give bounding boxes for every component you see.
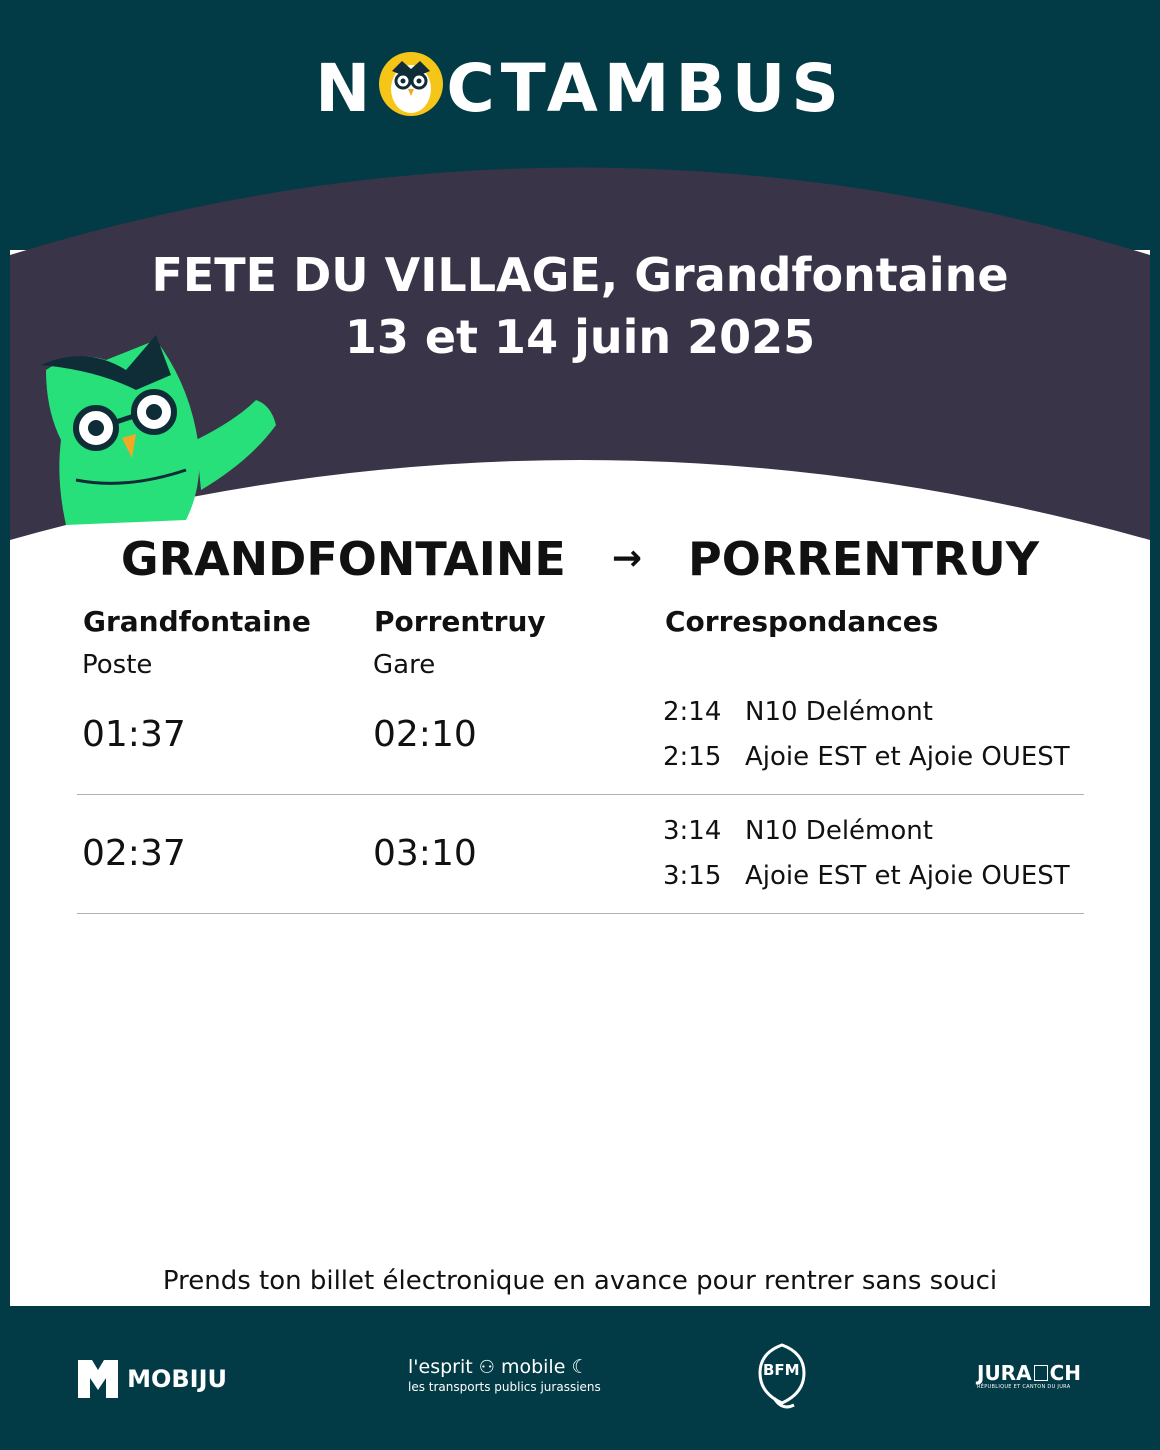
column-header-connections: Correspondances [665,605,939,638]
route-heading [0,528,1160,586]
connection-line: N10 Delémont [745,697,933,727]
row-divider [77,913,1084,914]
connection-time: 2:14 [663,697,722,727]
arrival-time: 03:10 [373,833,477,874]
bfm-text: BFM [763,1361,800,1379]
esprit-text-a: l'esprit [408,1356,473,1378]
connection-item [663,697,933,727]
mobiju-m-icon [78,1360,118,1398]
bfm-logo [754,1343,810,1417]
arrival-time: 02:10 [373,714,477,755]
event-title [0,244,1160,368]
esprit-tagline: les transports publics jurassiens [408,1380,601,1394]
connection-item [663,816,933,846]
connection-time: 3:14 [663,816,722,846]
poster-panel [10,0,1150,1306]
owl-logo-icon [378,51,444,117]
event-dates: 13 et 14 juin 2025 [344,310,816,364]
column-subheader-arrival: Gare [373,650,436,680]
jura-ch-logo [977,1362,1081,1390]
arrow-right-icon: → [611,538,643,579]
esprit-mobile-logo [408,1356,601,1394]
panel-background [10,0,1150,1306]
departure-time: 02:37 [82,833,186,874]
esprit-text-b: mobile [500,1356,566,1378]
column-subheader-departure: Poste [82,650,153,680]
connection-line: Ajoie EST et Ajoie OUEST [745,861,1070,891]
connection-time: 2:15 [663,742,722,772]
noctambus-logo [0,50,1160,127]
connection-line: N10 Delémont [745,816,933,846]
footer-note: Prends ton billet électronique en avance pour rentrer sans souci [162,1266,998,1296]
column-header-departure: Grandfontaine [83,605,311,638]
jura-ch-text: CH [1049,1361,1081,1385]
connection-item [663,861,1070,891]
column-header-arrival: Porrentruy [374,605,546,638]
people-icon: ⚇ [478,1357,495,1378]
event-name: FETE DU VILLAGE, Grandfontaine [151,248,1009,302]
jura-subtitle: RÉPUBLIQUE ET CANTON DU JURA [977,1384,1071,1390]
mobiju-logo [78,1360,227,1398]
logo-text-pre: N [315,50,377,127]
connection-time: 3:15 [663,861,722,891]
mobiju-text: MOBIJU [127,1365,228,1393]
connection-item [663,742,1070,772]
row-divider [77,794,1084,795]
departure-time: 01:37 [82,714,186,755]
connection-line: Ajoie EST et Ajoie OUEST [745,742,1070,772]
jura-text: JURA [977,1361,1032,1385]
logo-text-post: CTAMBUS [446,50,845,127]
route-to: PORRENTRUY [688,531,1040,586]
moon-icon: ☾ [571,1356,589,1378]
route-from: GRANDFONTAINE [120,531,566,586]
jura-shield-icon [1034,1365,1048,1381]
